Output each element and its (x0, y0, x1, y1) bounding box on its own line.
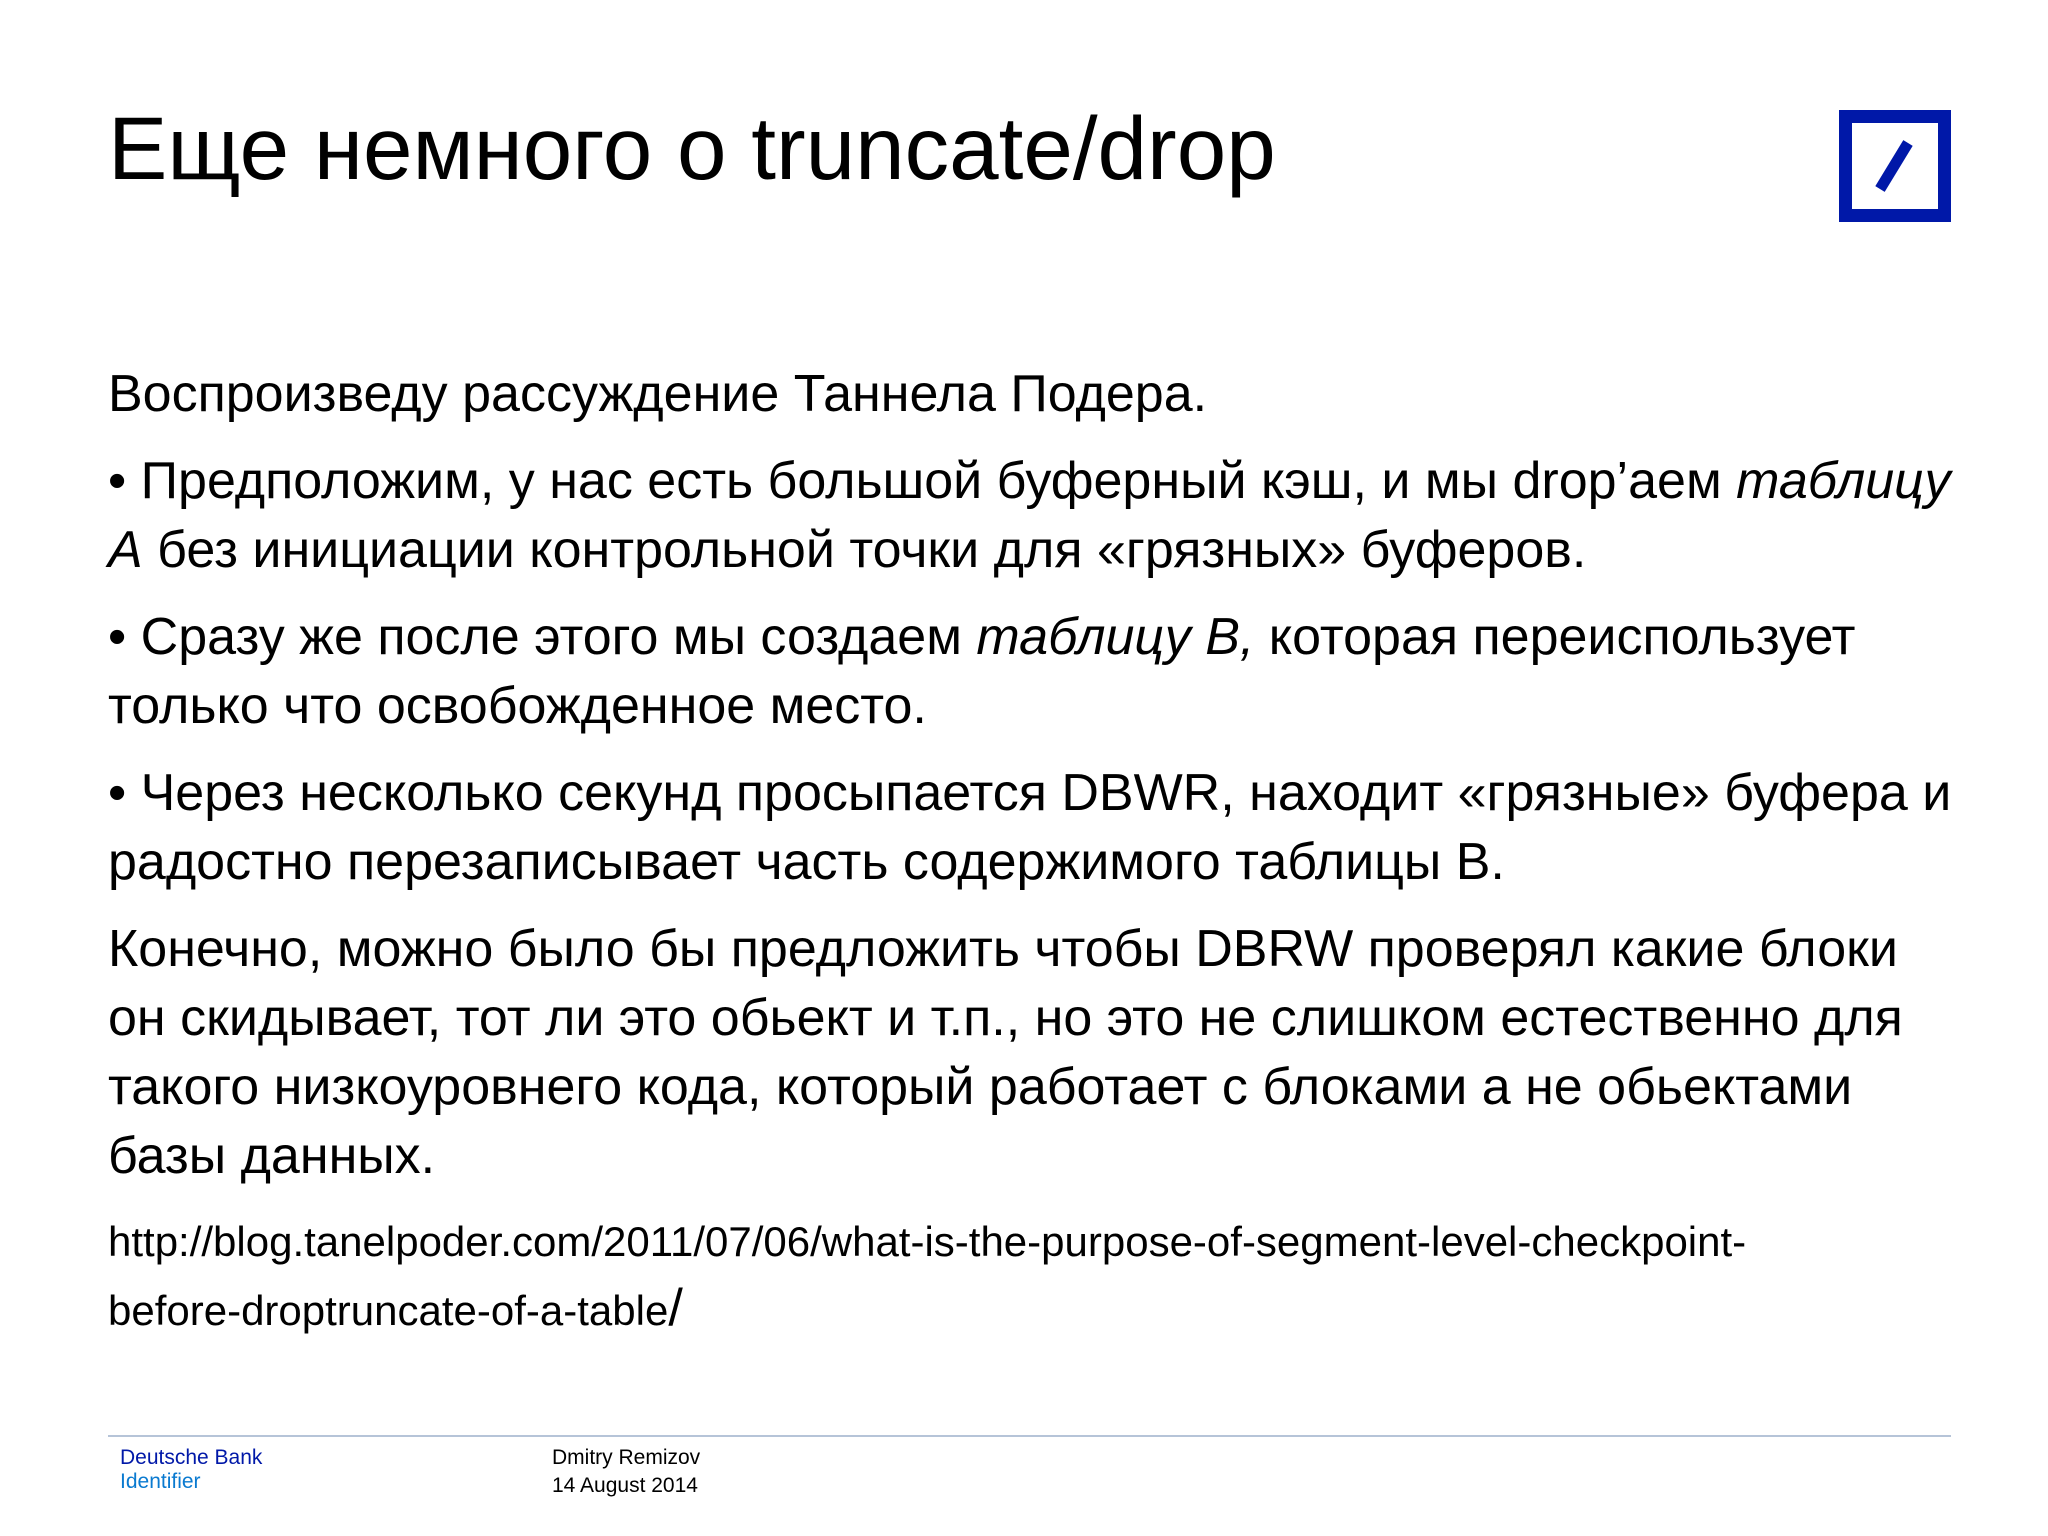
bullet-1-text-end: без инициации контрольной точки для «грязных» буферов. (142, 521, 1587, 579)
footer-divider (108, 1435, 1951, 1437)
footer-brand-name: Deutsche Bank (120, 1446, 263, 1469)
footer-author: Dmitry Remizov (552, 1446, 701, 1469)
footer-brand-identifier: Identifier (120, 1470, 201, 1493)
bullet-3: • Через несколько секунд просыпается DBWR, находит «грязные» буфера и радостно перезаписывает часть содержимого таблицы В. (108, 764, 1952, 891)
bullet-1 (108, 447, 1958, 585)
bullet-1-text: • Предположим, у нас есть большой буферный кэш, и мы drop’аем (108, 452, 1737, 510)
intro-paragraph: Воспроизведу рассуждение Таннела Подера. (108, 365, 1208, 423)
slide-title: Еще немного о truncate/drop (108, 98, 1276, 198)
source-link-tail[interactable]: / (668, 1279, 683, 1337)
deutsche-bank-logo-icon (1839, 110, 1951, 222)
bullet-2 (108, 603, 1958, 741)
bullet-1-emphasis: таблицу А (108, 452, 1951, 579)
bullet-2-text-end: которая переиспользует только что освобожденное место. (108, 608, 1856, 735)
footer-date: 14 August 2014 (552, 1474, 698, 1497)
bullet-2-emphasis: таблицу В, (976, 608, 1255, 666)
source-link[interactable] (108, 1209, 1958, 1344)
bullet-2-text: • Сразу же после этого мы создаем (108, 608, 977, 666)
source-link-line-1[interactable]: http://blog.tanelpoder.com/2011/07/06/what-is-the-purpose-of-segment-level-checkpoint- (108, 1218, 1747, 1265)
logo-slash (1852, 123, 1938, 209)
conclusion-paragraph: Конечно, можно было бы предложить чтобы DBRW проверял какие блоки он скидывает, тот ли это обьект и т.п., но это не слишком естественно для такого низкоуровнего кода, который работает с блоками а не обьектами базы данных. (108, 920, 1903, 1185)
source-link-line-2[interactable]: before-droptruncate-of-a-table (108, 1287, 669, 1334)
footer-meta (552, 1444, 700, 1500)
footer-brand (120, 1446, 262, 1494)
slide-body (108, 360, 1958, 1344)
